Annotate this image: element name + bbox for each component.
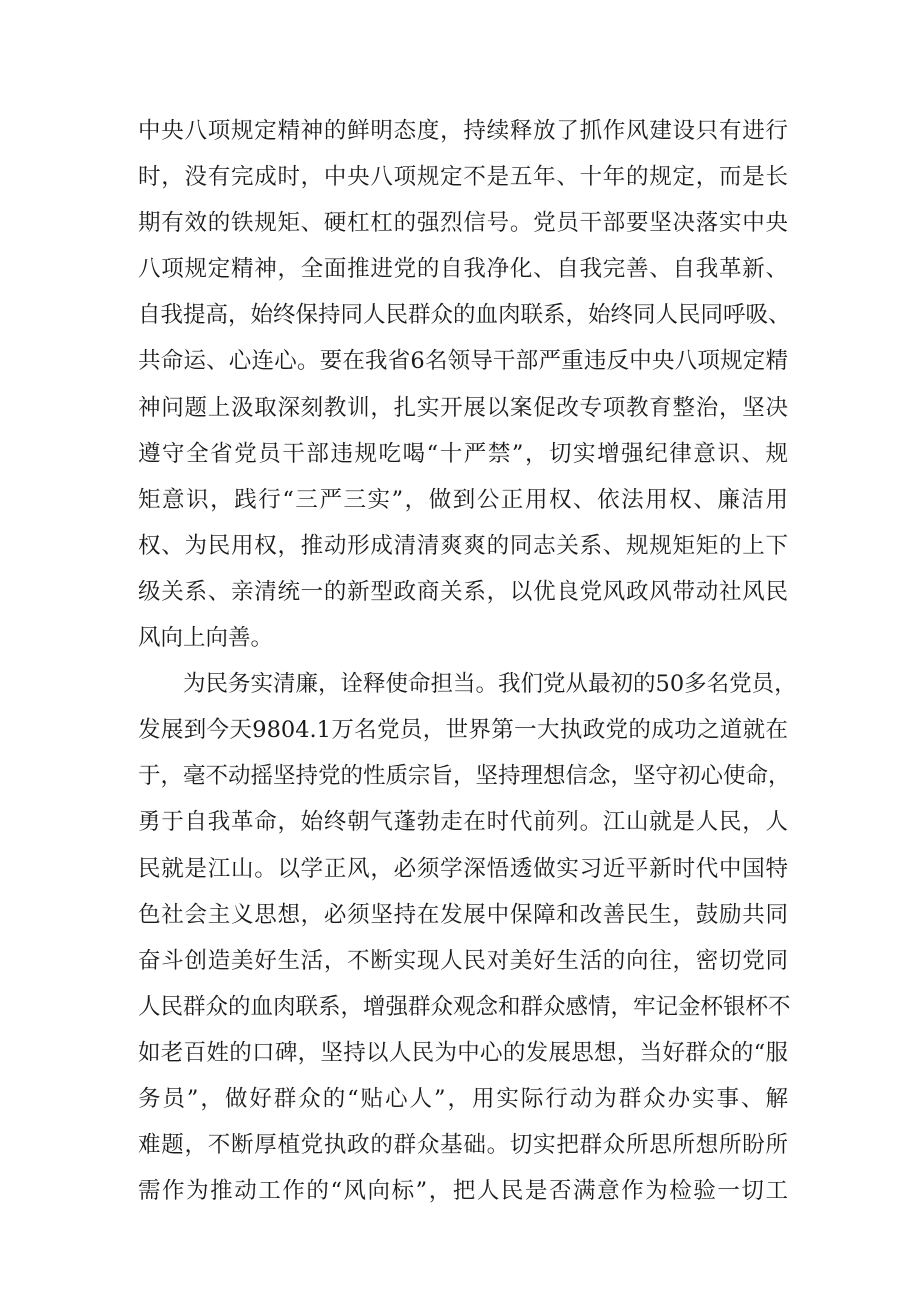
text-line: 自我提高，始终保持同人民群众的血肉联系，始终同人民同呼吸、 [138, 302, 791, 329]
text-line: 中央八项规定精神的鲜明态度，持续释放了抓作风建设只有进行 [138, 118, 788, 144]
text-line: 期有效的铁规矩、硬杠杠的强烈信号。党员干部要坚决落实中央 [138, 210, 788, 237]
text-line: 民就是江山。以学正风，必须学深悟透做实习近平新时代中国特 [138, 855, 788, 882]
text-line: 八项规定精神，全面推进党的自我净化、自我完善、自我革新、 [138, 256, 788, 283]
text-line: 奋斗创造美好生活，不断实现人民对美好生活的向往，密切党同 [138, 947, 788, 974]
text-line: 人民群众的血肉联系，增强群众观念和群众感情，牢记金杯银杯不 [138, 993, 791, 1020]
text-line: 难题，不断厚植党执政的群众基础。切实把群众所思所想所盼所 [138, 1132, 788, 1159]
text-line: 权、为民用权，推动形成清清爽爽的同志关系、规规矩矩的上下 [138, 532, 788, 559]
text-line: 矩意识，践行“三严三实”，做到公正用权、依法用权、廉洁用 [138, 486, 788, 513]
text-line: 遵守全省党员干部违规吃喝“十严禁”，切实增强纪律意识、规 [138, 440, 788, 467]
body-text [138, 108, 797, 1214]
text-line: 勇于自我革命，始终朝气蓬勃走在时代前列。江山就是人民，人 [138, 809, 788, 836]
text-line: 为民务实清廉，诠释使命担当。我们党从最初的50多名党员， [183, 671, 797, 698]
text-line: 如老百姓的口碑，坚持以人民为中心的发展思想，当好群众的“服 [138, 1039, 788, 1066]
paragraph-2 [138, 661, 797, 1214]
text-line: 级关系、亲清统一的新型政商关系，以优良党风政风带动社风民 [138, 578, 788, 605]
text-line: 务员”，做好群众的“贴心人”，用实际行动为群众办实事、解 [138, 1085, 788, 1112]
text-line: 共命运、心连心。要在我省6名领导干部严重违反中央八项规定精 [138, 348, 788, 375]
text-line: 风向上向善。 [138, 625, 274, 652]
text-line: 发展到今天9804.1万名党员，世界第一大执政党的成功之道就在 [138, 717, 788, 744]
text-line: 时，没有完成时，中央八项规定不是五年、十年的规定，而是长 [138, 164, 788, 191]
paragraph-1 [138, 108, 791, 661]
text-line: 神问题上汲取深刻教训，扎实开展以案促改专项教育整治，坚决 [138, 394, 788, 421]
text-line: 色社会主义思想，必须坚持在发展中保障和改善民生，鼓励共同 [138, 901, 788, 928]
text-line: 于，毫不动摇坚持党的性质宗旨，坚持理想信念，坚守初心使命， [138, 763, 791, 790]
text-line: 需作为推动工作的“风向标”，把人民是否满意作为检验一切工 [138, 1178, 788, 1205]
